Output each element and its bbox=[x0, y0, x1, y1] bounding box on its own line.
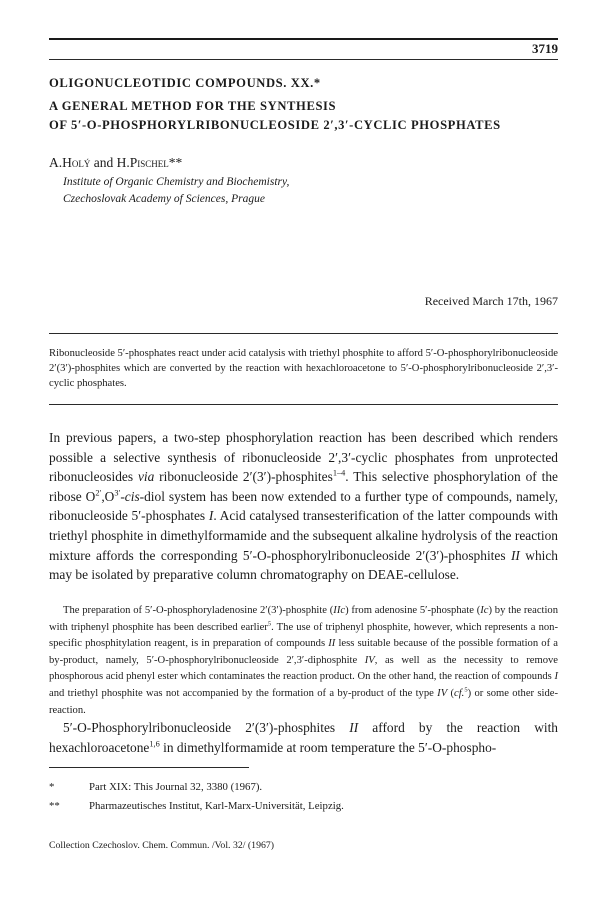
footnote-2 bbox=[49, 800, 344, 812]
author-2-initial: H. bbox=[116, 155, 130, 170]
series-title: OLIGONUCLEOTIDIC COMPOUNDS. XX.* bbox=[49, 76, 321, 90]
header-rule bbox=[49, 38, 558, 40]
header-rule-bottom bbox=[49, 59, 558, 60]
body-paragraph-2: The preparation of 5′-O-phosphoryladenosine 2′(3′)-phosphite (IIc) from adenosine 5′-phosphate (Ic) by the reaction with triphenyl phosphite has been described earlier$^5$. The use of triphenyl phosphite, however, which represents a non-specific phosphitylation reagent, is in preparation of compounds II less suitable because of the possible formation of a by-product, namely, 5′-O-phosphorylribonucleoside 2′,3′-diphosphite IV, as well as the necessity to remove phosphorous acid phenyl ester which contaminates the reaction product. On the other hand, the reaction of compounds I and triethyl phosphite was not accompanied by the formation of a by-product of the type IV (cf.$^5$) or some other side-reaction. bbox=[49, 605, 558, 716]
abstract-rule-bottom bbox=[49, 404, 558, 405]
footnote-1-mark: * bbox=[49, 781, 55, 793]
paper-title-line-1: A GENERAL METHOD FOR THE SYNTHESIS bbox=[49, 99, 337, 113]
page-number: 3719 bbox=[532, 41, 558, 56]
authors bbox=[49, 155, 182, 171]
author-1-initial: A. bbox=[49, 155, 63, 170]
received-date: Received March 17th, 1967 bbox=[424, 294, 558, 308]
author-footnote-marker: ** bbox=[168, 155, 183, 170]
author-2-name: Pischel bbox=[129, 155, 169, 170]
affiliation-line-1: Institute of Organic Chemistry and Biochemistry, bbox=[63, 176, 290, 188]
footnote-1-text: Part XIX: This Journal 32, 3380 (1967). bbox=[89, 781, 263, 793]
author-conjunction: and bbox=[90, 155, 117, 170]
abstract-rule-top bbox=[49, 333, 558, 334]
affiliation-line-2: Czechoslovak Academy of Sciences, Prague bbox=[63, 193, 265, 205]
footnote-rule bbox=[49, 767, 249, 768]
body-paragraph-3: 5′-O-Phosphorylribonucleoside 2′(3′)-phosphites II afford by the reaction with hexachloroacetone$^{1,6}$ in dimethylformamide at room temperature the 5′-O-phospho- bbox=[49, 720, 558, 755]
paper-title-line-2: OF 5′-O-PHOSPHORYLRIBONUCLEOSIDE 2′,3′-CYCLIC PHOSPHATES bbox=[49, 118, 501, 132]
abstract: Ribonucleoside 5′-phosphates react under acid catalysis with triethyl phosphite to afford 5′-O-phosphorylribonucleoside 2′(3′)-phosphites which are converted by the reaction with hexachloroacetone to 5′-O-phosphorylribonucleoside 2′,3′-cyclic phosphates. bbox=[49, 348, 558, 390]
footnote-2-text: Pharmazeutisches Institut, Karl-Marx-Universität, Leipzig. bbox=[89, 800, 344, 812]
journal-footer: Collection Czechoslov. Chem. Commun. /Vol. 32/ (1967) bbox=[49, 840, 275, 851]
footnote-2-mark: ** bbox=[49, 800, 60, 812]
body-paragraph-1: In previous papers, a two-step phosphorylation reaction has been described which renders possible a selective synthesis of ribonucleoside 2′,3′-cyclic phosphates from unprotected ribonucleosides via ribonucleoside 2′(3′)-phosphites$^{1-4}$. This selective phosphorylation of the ribose $O^{2'},O^{3'}-cis$-diol system has been now extended to a further type of compounds, namely, ribonucleoside 5′-phosphates I. Acid catalysed transesterification of the latter compounds with triethyl phosphite in dimethylformamide and the subsequent alkaline hydrolysis of the reaction mixture affords the corresponding 5′-O-phosphorylribonucleoside 2′(3′)-phosphites II which may be isolated by preparative column chromatography on DEAE-cellulose. bbox=[49, 430, 559, 583]
footnote-1 bbox=[49, 781, 262, 793]
author-1-name: Holý bbox=[62, 155, 91, 170]
